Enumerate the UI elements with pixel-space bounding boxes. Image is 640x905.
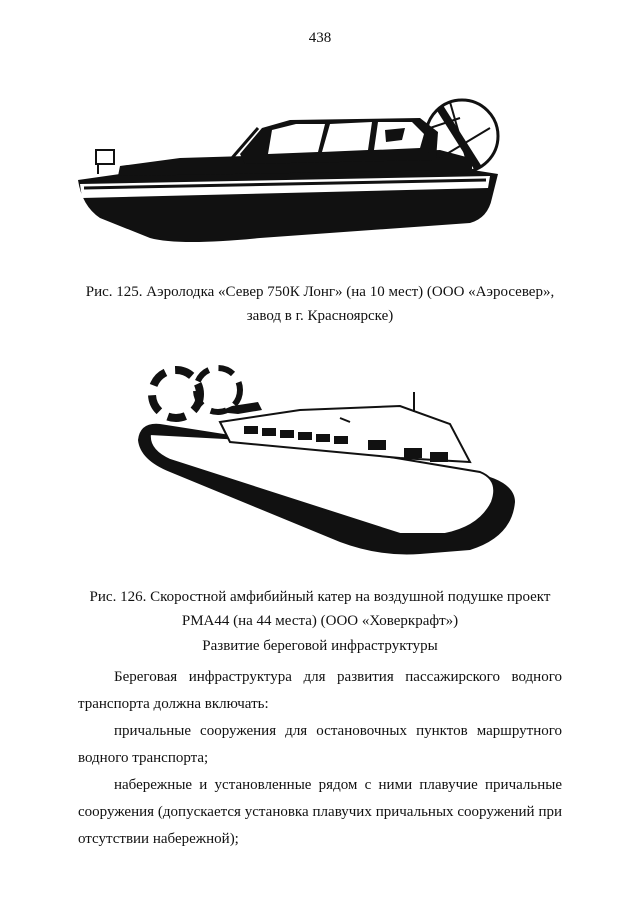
section-heading: Развитие береговой инфраструктуры [202, 638, 438, 654]
caption-line: Рис. 125. Аэролодка «Север 750К Лонг» (на 10 мест) (ООО «Аэросевер», [85, 284, 555, 300]
body-text [78, 664, 562, 853]
figure-126-caption [60, 585, 580, 633]
caption-line: РМА44 (на 44 места) (ООО «Ховеркрафт») [181, 613, 459, 629]
airboat-image [0, 88, 640, 258]
page-number: 438 [308, 30, 332, 46]
paragraph: Береговая инфраструктура для развития пассажирского водного транспорта должна включать: [78, 669, 562, 712]
caption-line: завод в г. Красноярске) [246, 308, 394, 324]
paragraph: причальные сооружения для остановочных пунктов маршрутного водного транспорта; [78, 723, 562, 766]
figure-airboat [0, 88, 640, 258]
caption-line: Рис. 126. Скоростной амфибийный катер на воздушной подушке проект [89, 589, 551, 605]
figure-125-caption [60, 280, 580, 328]
paragraph: набережные и установленные рядом с ними плавучие причальные сооружения (допускается установка плавучих причальных сооружений при отсутствии набережной); [78, 777, 562, 847]
hovercraft-image [0, 362, 640, 562]
propeller-duct [152, 370, 200, 418]
figure-hovercraft [0, 362, 640, 562]
